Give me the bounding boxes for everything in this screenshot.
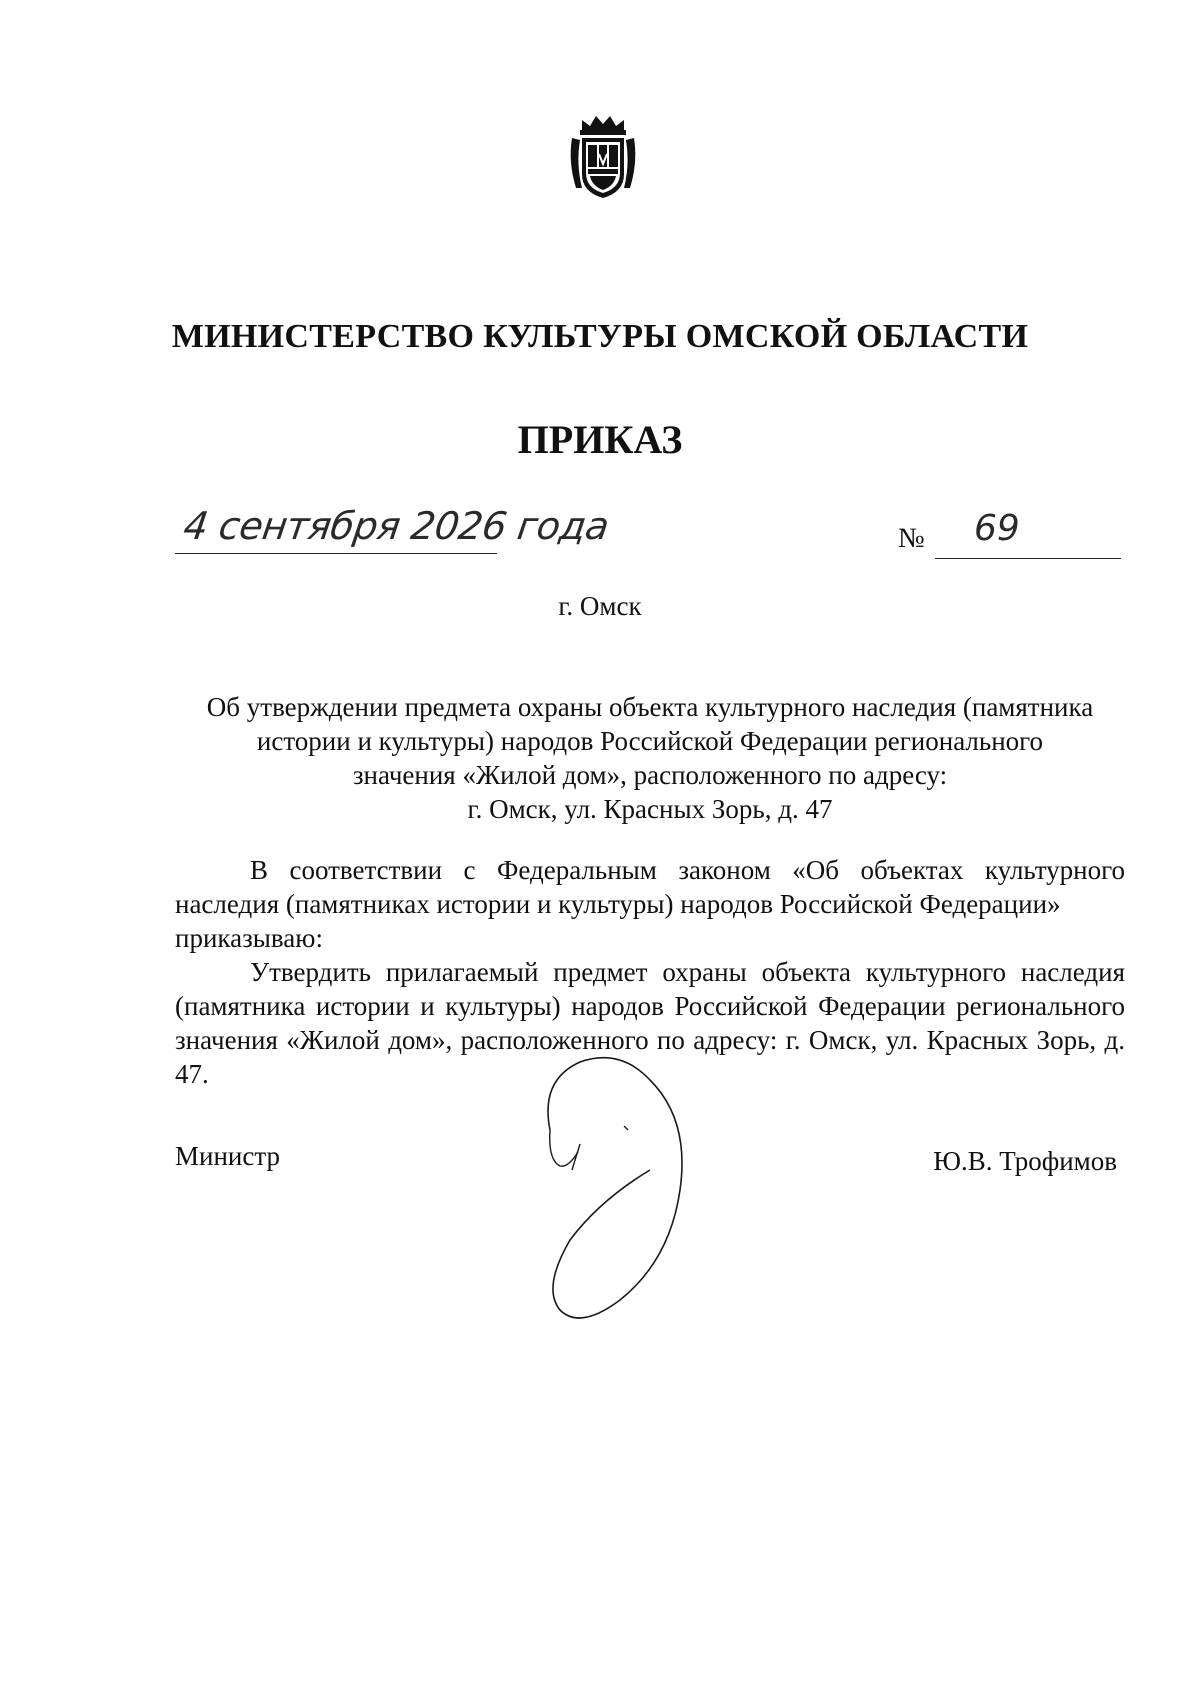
subject-line: г. Омск, ул. Красных Зорь, д. 47 bbox=[467, 794, 833, 824]
subject-line: значения «Жилой дом», расположенного по адресу: bbox=[352, 760, 948, 790]
number-sign: № bbox=[898, 523, 925, 554]
subject-line: истории и культуры) народов Российской Федерации регионального bbox=[256, 726, 1044, 756]
number-underline bbox=[935, 558, 1121, 559]
signatory-name: Ю.В. Трофимов bbox=[933, 1146, 1117, 1176]
body-directive: приказываю: bbox=[175, 923, 323, 953]
signatory-title: Министр bbox=[175, 1141, 280, 1171]
document-type: ПРИКАЗ bbox=[517, 417, 683, 462]
order-number: 69 bbox=[974, 508, 1020, 549]
order-date: 4 сентября 2026 года bbox=[180, 504, 612, 548]
body-paragraph-decision: Утвердить прилагаемый предмет охраны объекта культурного наследия (памятника истории и культуры) народов Российской Федерации регионального значения «Жилой дом», расположенного по адресу: г. Омск, ул. Красных Зорь, д. 47. bbox=[175, 957, 1125, 1089]
coat-of-arms-icon bbox=[568, 112, 638, 200]
city: г. Омск bbox=[558, 591, 642, 621]
body-paragraph-legal-basis: В соответствии с Федеральным законом «Об объектах культурного наследия (памятниках истории и культуры) народов Российской Федерации» bbox=[175, 855, 1125, 919]
date-underline bbox=[175, 553, 497, 554]
order-subject bbox=[170, 690, 1130, 826]
subject-line: Об утверждении предмета охраны объекта культурного наследия (памятника bbox=[206, 692, 1094, 722]
signature-mark bbox=[520, 1040, 740, 1340]
ministry-name: МИНИСТЕРСТВО КУЛЬТУРЫ ОМСКОЙ ОБЛАСТИ bbox=[171, 318, 1029, 355]
